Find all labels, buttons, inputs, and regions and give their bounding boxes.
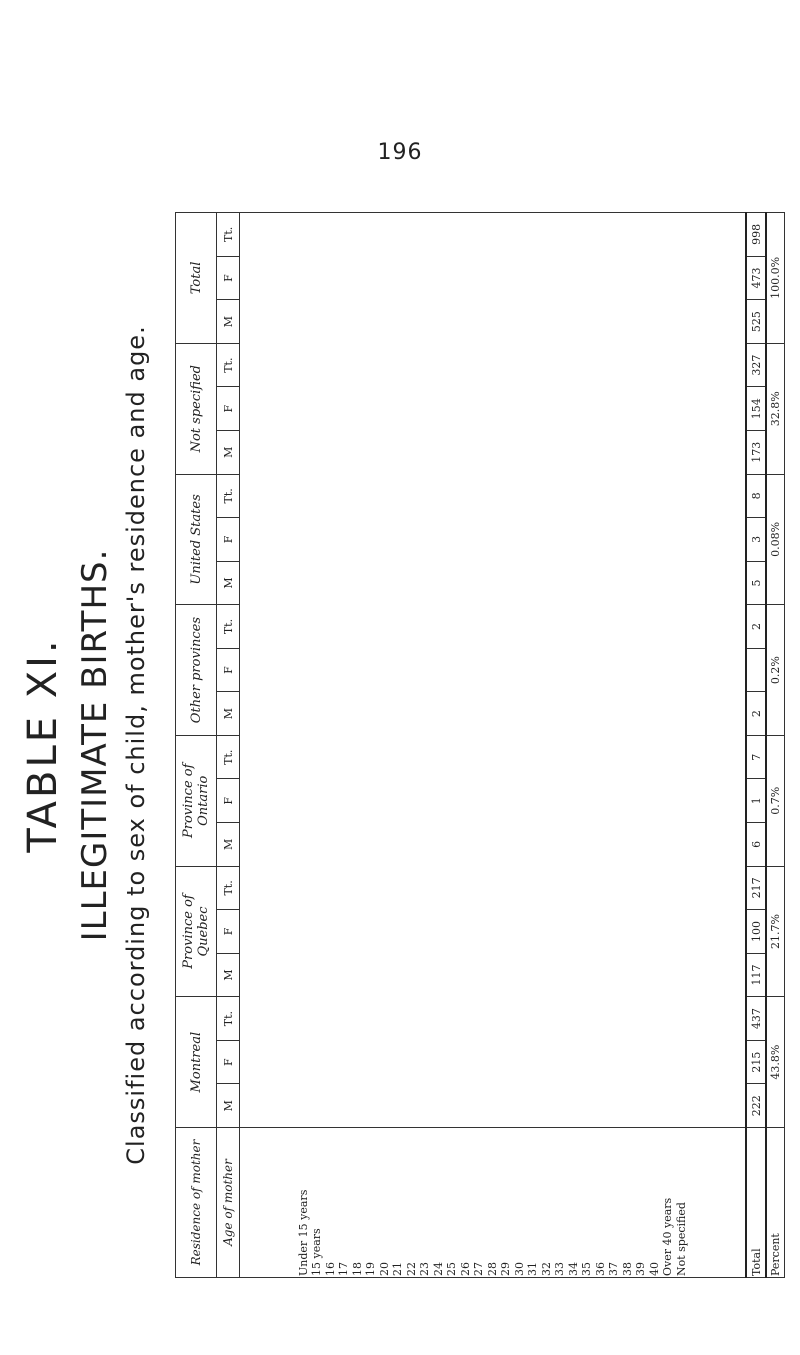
percent-cell: 0.08% xyxy=(766,474,785,605)
age-rows xyxy=(240,213,747,1278)
age-label: 25 xyxy=(445,1262,459,1276)
age-label: 23 xyxy=(418,1262,432,1276)
sub-header: F xyxy=(217,779,240,823)
group-header-ontario: Province of Ontario xyxy=(176,735,217,866)
age-label: 33 xyxy=(553,1262,567,1276)
total-cell: 327 xyxy=(746,343,765,387)
age-label: Not specified xyxy=(674,1202,688,1276)
percent-cell: 100.0% xyxy=(766,213,785,344)
group-header-us: United States xyxy=(176,474,217,605)
sub-header: Tt. xyxy=(217,997,240,1041)
table-title: TABLE XI. xyxy=(20,637,66,853)
total-cell: 6 xyxy=(746,823,765,867)
sub-header: M xyxy=(217,823,240,867)
total-cell: 1 xyxy=(746,779,765,823)
sub-header: M xyxy=(217,561,240,605)
sub-header: F xyxy=(217,1040,240,1084)
total-cell xyxy=(746,648,765,692)
births-table-wrap xyxy=(175,212,785,1278)
sub-header: Tt. xyxy=(217,866,240,910)
age-label: 19 xyxy=(364,1262,378,1276)
sub-header: Tt. xyxy=(217,605,240,649)
sub-header: F xyxy=(217,256,240,300)
total-cell: 100 xyxy=(746,910,765,954)
age-label: 31 xyxy=(526,1262,540,1276)
age-label: 18 xyxy=(350,1262,364,1276)
residence-header: Residence of mother xyxy=(176,1128,217,1278)
percent-cell: 43.8% xyxy=(766,997,785,1128)
percent-cell: 32.8% xyxy=(766,343,785,474)
age-list xyxy=(297,1129,689,1276)
total-cell: 473 xyxy=(746,256,765,300)
percent-cell: 0.2% xyxy=(766,605,785,736)
total-cell: 998 xyxy=(746,213,765,257)
total-cell: 222 xyxy=(746,1084,765,1128)
percent-cell: 21.7% xyxy=(766,866,785,997)
total-cell: 437 xyxy=(746,997,765,1041)
percent-row xyxy=(766,213,785,1278)
rotated-page xyxy=(0,170,800,1320)
total-cell: 525 xyxy=(746,300,765,344)
sub-header: M xyxy=(217,300,240,344)
sub-header: F xyxy=(217,910,240,954)
age-label: 37 xyxy=(607,1262,621,1276)
age-label: 30 xyxy=(512,1262,526,1276)
births-table xyxy=(175,212,785,1278)
age-label: 16 xyxy=(323,1262,337,1276)
total-row xyxy=(746,213,765,1278)
values-area xyxy=(240,213,747,1128)
age-label: 36 xyxy=(593,1262,607,1276)
age-label: 21 xyxy=(391,1262,405,1276)
age-label: 38 xyxy=(620,1262,634,1276)
age-label: 32 xyxy=(539,1262,553,1276)
age-label: 40 xyxy=(647,1262,661,1276)
age-label: 15 years xyxy=(310,1228,324,1276)
age-label: 34 xyxy=(566,1262,580,1276)
age-label: 22 xyxy=(404,1262,418,1276)
sub-header: M xyxy=(217,953,240,997)
age-label: 39 xyxy=(634,1262,648,1276)
age-header: Age of mother xyxy=(217,1128,240,1278)
sub-header: M xyxy=(217,1084,240,1128)
percent-label: Percent xyxy=(766,1128,785,1278)
age-label: 29 xyxy=(499,1262,513,1276)
sub-header: F xyxy=(217,387,240,431)
sub-header: F xyxy=(217,518,240,562)
sub-header: F xyxy=(217,648,240,692)
age-list-cell xyxy=(240,1128,747,1278)
total-cell: 154 xyxy=(746,387,765,431)
page-number: 196 xyxy=(377,140,423,165)
sub-header: Tt. xyxy=(217,343,240,387)
sub-header: Tt. xyxy=(217,213,240,257)
table-caption: Classified according to sex of child, mother's residence and age. xyxy=(122,325,150,1165)
age-label: Under 15 years xyxy=(296,1189,310,1276)
total-cell: 173 xyxy=(746,431,765,475)
group-header-other: Other provinces xyxy=(176,605,217,736)
total-cell: 215 xyxy=(746,1040,765,1084)
total-cell: 117 xyxy=(746,953,765,997)
age-label: 24 xyxy=(431,1262,445,1276)
group-header-quebec: Province of Quebec xyxy=(176,866,217,997)
sub-header: Tt. xyxy=(217,735,240,779)
total-cell: 3 xyxy=(746,518,765,562)
total-cell: 2 xyxy=(746,692,765,736)
age-label: 28 xyxy=(485,1262,499,1276)
age-label: 27 xyxy=(472,1262,486,1276)
age-label: 20 xyxy=(377,1262,391,1276)
total-cell: 7 xyxy=(746,735,765,779)
total-cell: 217 xyxy=(746,866,765,910)
sub-header: Tt. xyxy=(217,474,240,518)
total-cell: 8 xyxy=(746,474,765,518)
group-header-not-specified: Not specified xyxy=(176,343,217,474)
group-header-montreal: Montreal xyxy=(176,997,217,1128)
percent-cell: 0.7% xyxy=(766,735,785,866)
age-label: 26 xyxy=(458,1262,472,1276)
age-label: 35 xyxy=(580,1262,594,1276)
total-cell: 2 xyxy=(746,605,765,649)
total-label: Total xyxy=(746,1128,765,1278)
sub-header: M xyxy=(217,692,240,736)
total-cell: 5 xyxy=(746,561,765,605)
sub-header: M xyxy=(217,431,240,475)
age-label: 17 xyxy=(337,1262,351,1276)
table-subtitle: ILLEGITIMATE BIRTHS. xyxy=(75,548,115,942)
group-header-total: Total xyxy=(176,213,217,344)
age-label: Over 40 years xyxy=(661,1197,675,1276)
